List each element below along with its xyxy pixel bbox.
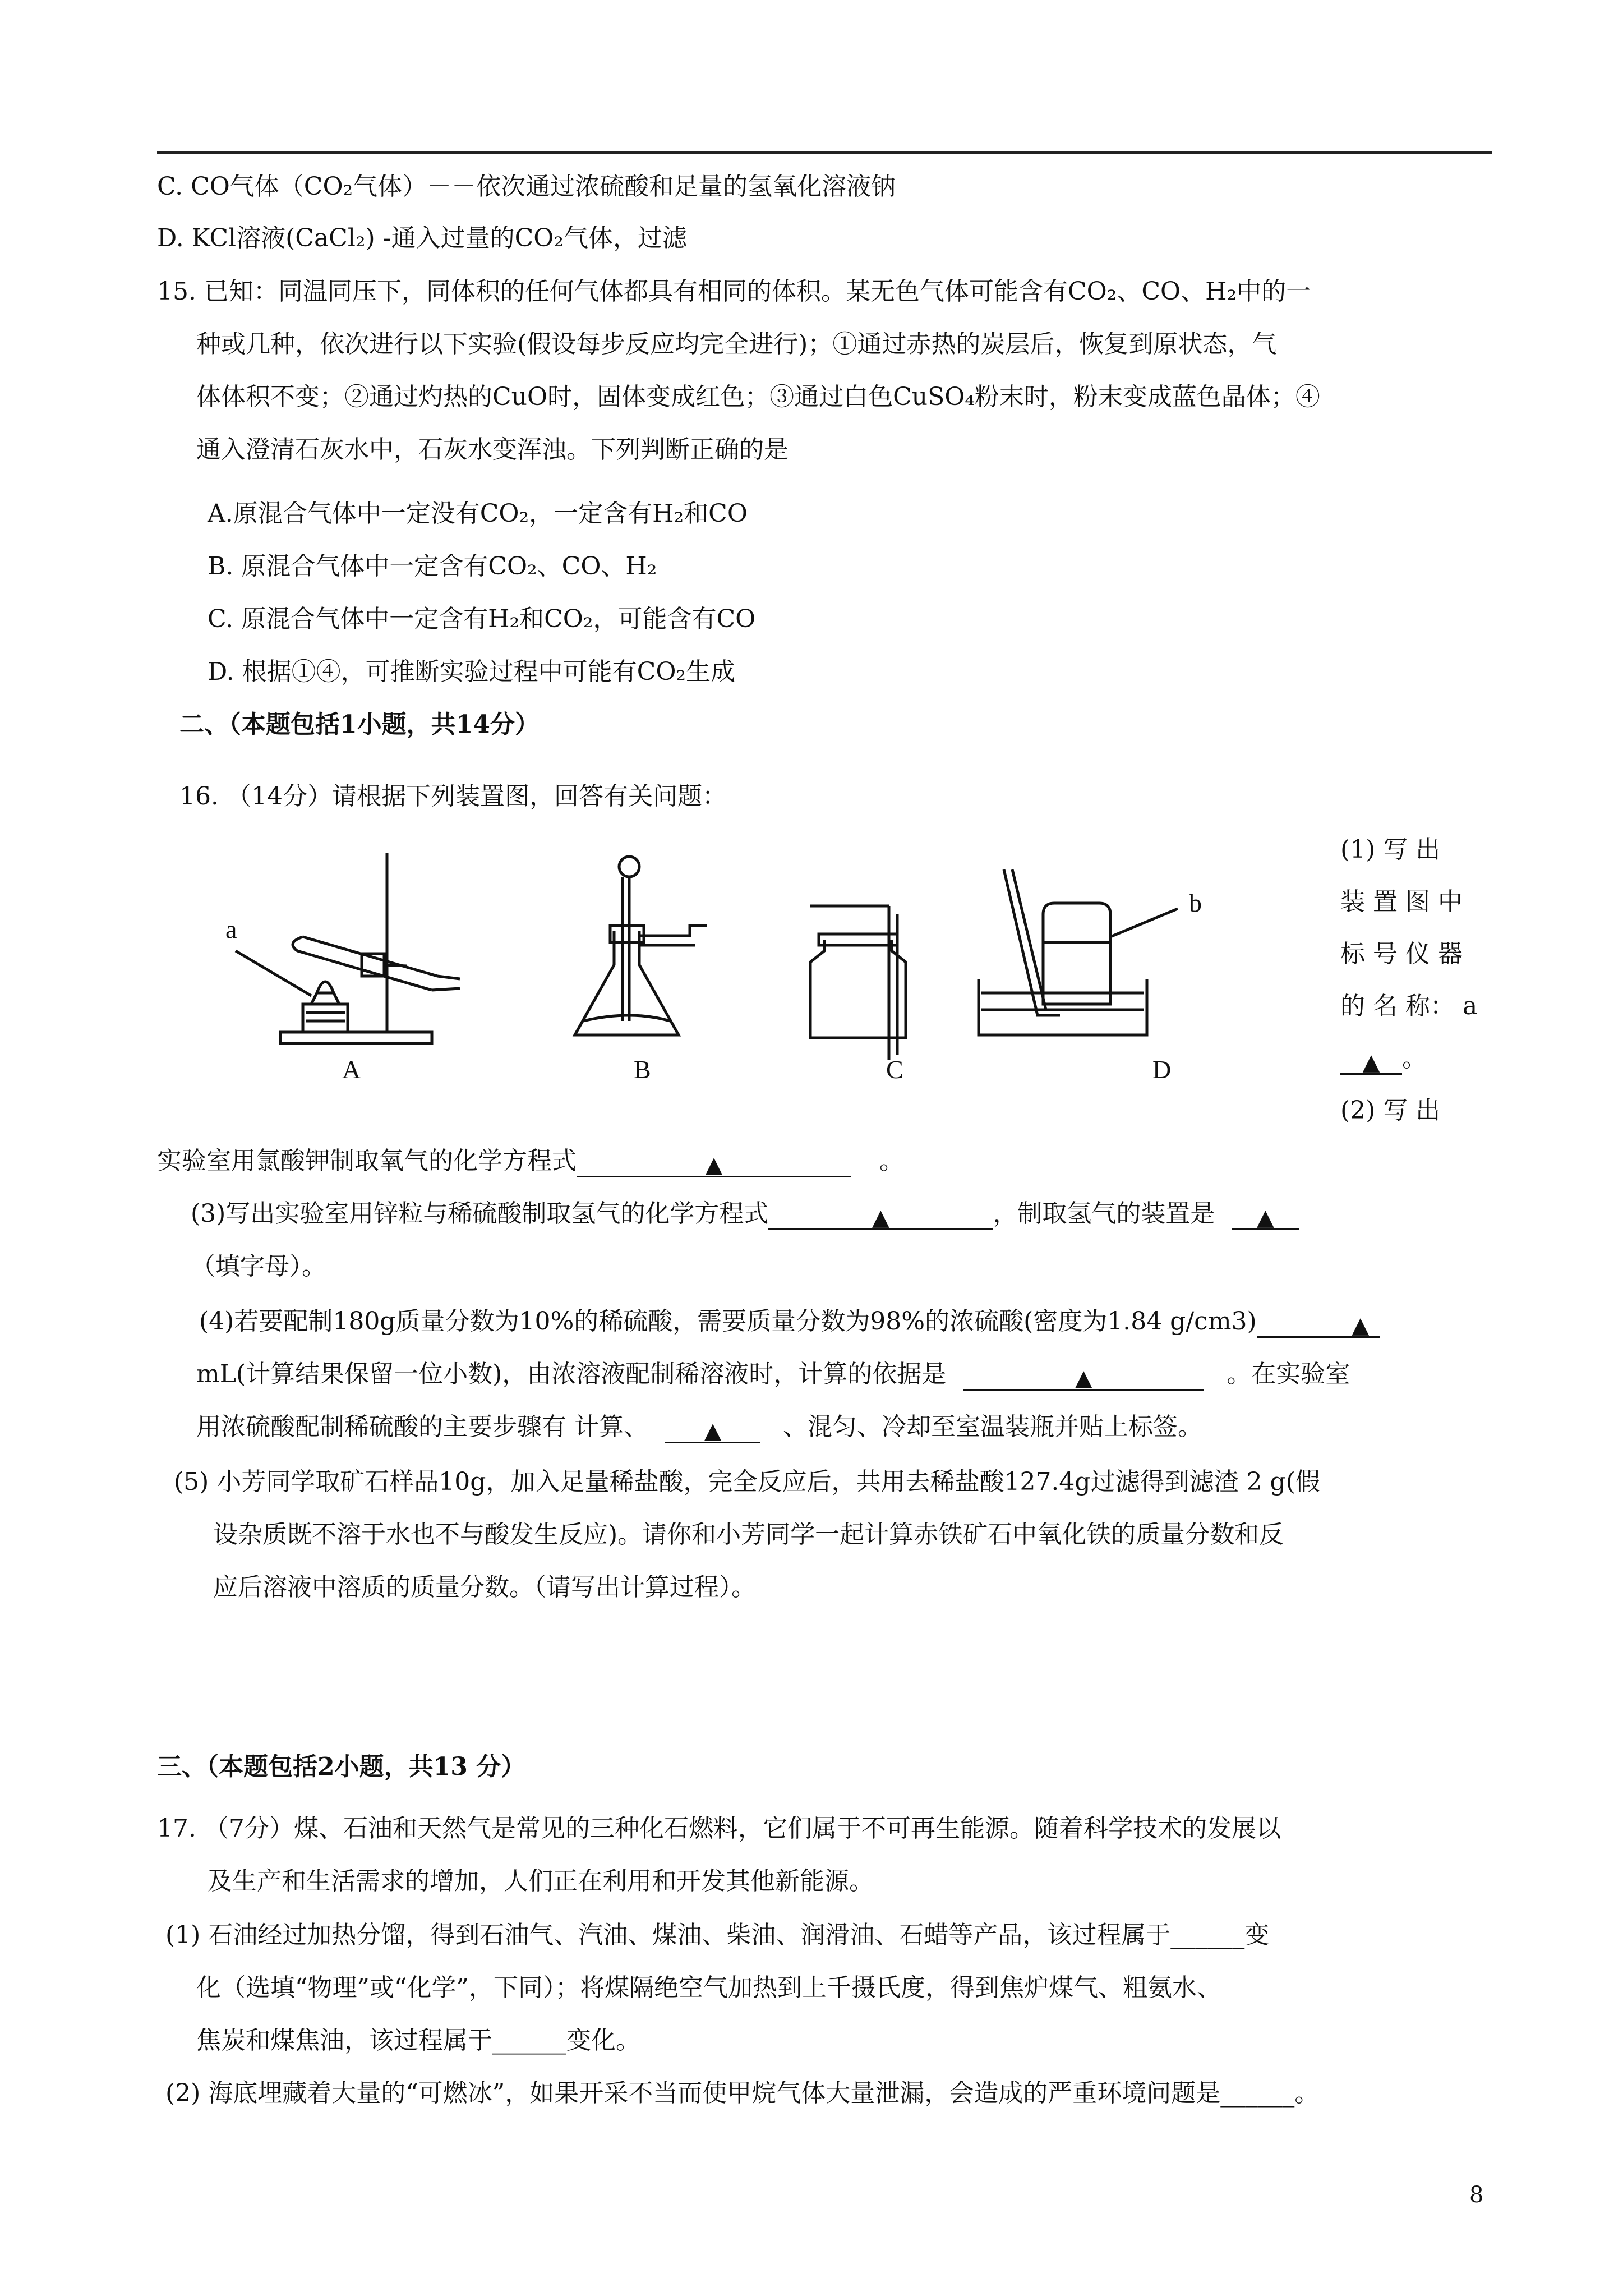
q17-part1-line1: (1) 石油经过加热分馏，得到石油气、汽油、煤油、柴油、润滑油、石蜡等产品，该过程属于______变: [165, 1921, 1270, 1949]
q15-stem-line3: 体体积不变；②通过灼热的CuO时，固体变成红色；③通过白色CuSO₄粉末时，粉末变成蓝色晶体；④: [196, 383, 1320, 411]
q16-part5-line2: 设杂质既不溶于水也不与酸发生反应)。请你和小芳同学一起计算赤铁矿石中氧化铁的质量分数和反: [213, 1520, 1284, 1549]
q15-option-c: C. 原混合气体中一定含有H₂和CO₂，可能含有CO: [208, 605, 756, 633]
q16-3-equation-blank[interactable]: ▲: [768, 1200, 993, 1230]
q16-part5-line3: 应后溶液中溶质的质量分数。（请写出计算过程）。: [213, 1573, 756, 1602]
q16-side-line1: (1) 写 出: [1340, 835, 1441, 864]
figure-label-b: B: [634, 1055, 651, 1084]
q15-stem-line1: 15. 已知：同温同压下，同体积的任何气体都具有相同的体积。某无色气体可能含有CO₂、CO、H₂中的一: [157, 277, 1311, 306]
q16-4-step-blank[interactable]: ▲: [665, 1414, 760, 1443]
apparatus-d: [979, 869, 1178, 1035]
q16-2-answer-blank[interactable]: ▲: [577, 1148, 851, 1177]
q14-option-d: D. KCl溶液(CaCl₂) -通入过量的CO₂气体，过滤: [157, 224, 687, 252]
figure-label-c: C: [886, 1055, 903, 1084]
page-number: 8: [1469, 2182, 1484, 2208]
header-rule: [157, 151, 1492, 154]
q16-1-answer-blank[interactable]: ▲: [1340, 1045, 1402, 1075]
apparatus-b: [575, 857, 707, 1035]
q15-option-d: D. 根据①④，可推断实验过程中可能有CO₂生成: [208, 657, 736, 686]
figure-label-a: A: [342, 1055, 361, 1084]
q16-side-line3: 标 号 仪 器: [1340, 940, 1463, 968]
q15-option-b: B. 原混合气体中一定含有CO₂、CO、H₂: [208, 552, 657, 581]
q16-4-basis-blank[interactable]: ▲: [963, 1361, 1204, 1391]
q16-3-apparatus-blank[interactable]: ▲: [1232, 1200, 1299, 1230]
q17-stem-line2: 及生产和生活需求的增加，人们正在利用和开发其他新能源。: [208, 1867, 874, 1895]
q16-side-line6: (2) 写 出: [1340, 1096, 1441, 1125]
q16-part4-line3: 用浓硫酸配制稀硫酸的主要步骤有 计算、 ▲ 、混匀、冷却至室温装瓶并贴上标签。: [196, 1412, 1202, 1444]
q15-option-a: A.原混合气体中一定没有CO₂，一定含有H₂和CO: [208, 499, 748, 528]
q17-part1-line2: 化（选填“物理”或“化学”，下同）；将煤隔绝空气加热到上千摄氏度，得到焦炉煤气、粗氨水、: [196, 1973, 1221, 2002]
apparatus-c: [810, 906, 906, 1060]
q16-part4-line2: mL(计算结果保留一位小数)，由浓溶液配制稀溶液时，计算的依据是 ▲ 。在实验室: [196, 1360, 1350, 1391]
q14-option-c: C. CO气体（CO₂气体）－－依次通过浓硫酸和足量的氢氧化溶液钠: [157, 172, 896, 201]
q17-stem-line1: 17. （7分）煤、石油和天然气是常见的三种化石燃料，它们属于不可再生能源。随着科学技术的发展以: [157, 1814, 1281, 1843]
q16-part3-line2: （填字母）。: [191, 1252, 326, 1281]
q15-stem-line2: 种或几种，依次进行以下实验(假设每步反应均完全进行)；①通过赤热的炭层后，恢复到原状态，气: [196, 330, 1277, 358]
q16-side-line5: ▲ 。: [1340, 1042, 1427, 1075]
q17-part2: (2) 海底埋藏着大量的“可燃冰”，如果开采不当而使甲烷气体大量泄漏，会造成的严重环境问题是______。: [165, 2079, 1320, 2108]
figure-label-d: D: [1152, 1055, 1172, 1084]
q16-intro: 16. （14分）请根据下列装置图，回答有关问题：: [179, 782, 727, 811]
q16-part2: 实验室用氯酸钾制取氧气的化学方程式 ▲ 。: [157, 1147, 904, 1178]
q16-part4-line1: (4)若要配制180g质量分数为10%的稀硫酸，需要质量分数为98%的浓硫酸(密度为1.84 g/cm3) ▲: [199, 1305, 1380, 1338]
q16-side-line2: 装 置 图 中: [1340, 887, 1463, 916]
section-3-heading: 三、（本题包括2小题，共13 分）: [157, 1752, 526, 1781]
section-2-heading: 二、（本题包括1小题，共14分）: [179, 710, 540, 739]
label-a-marker: a: [225, 915, 237, 944]
q17-part1-line3: 焦炭和煤焦油，该过程属于______变化。: [196, 2026, 640, 2055]
label-b-marker: b: [1189, 889, 1202, 917]
q16-side-line4: 的 名 称： a: [1340, 992, 1478, 1020]
q16-4-volume-blank[interactable]: ▲: [1257, 1308, 1380, 1338]
q16-part3-line1: (3)写出实验室用锌粒与稀硫酸制取氢气的化学方程式 ▲ ，制取氢气的装置是 ▲: [191, 1197, 1299, 1231]
apparatus-a: [236, 853, 460, 1043]
q15-stem-line4: 通入澄清石灰水中，石灰水变浑浊。下列判断正确的是: [196, 435, 789, 464]
q16-part5-line1: (5) 小芳同学取矿石样品10g，加入足量稀盐酸，完全反应后，共用去稀盐酸127.4g过滤得到滤渣 2 g(假: [174, 1467, 1320, 1496]
